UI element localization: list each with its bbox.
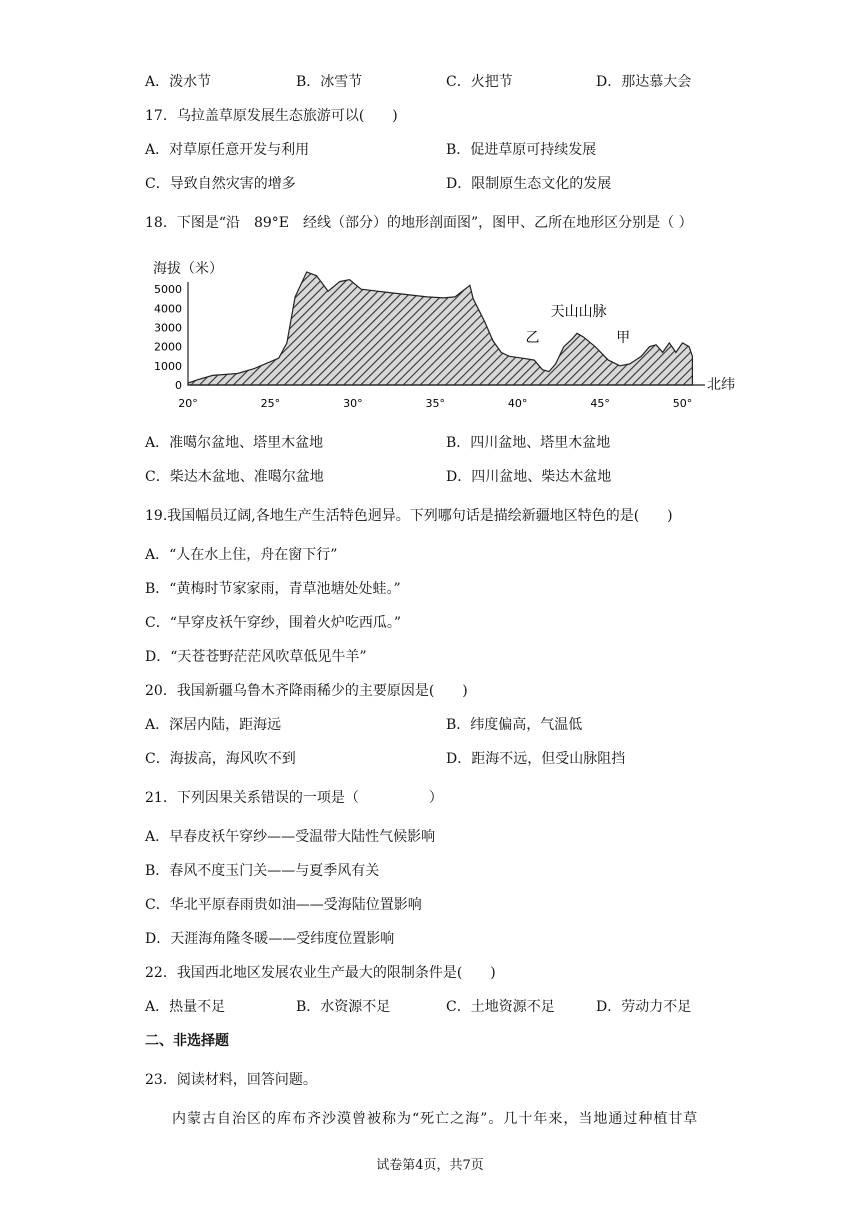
q19-option-c: C．“早穿皮袄午穿纱，围着火炉吃西瓜。” bbox=[145, 615, 402, 631]
q16-option-c: C．火把节 bbox=[446, 74, 513, 90]
q17-stem: 17．乌拉盖草原发展生态旅游可以( ) bbox=[145, 108, 398, 124]
q20-option-a: A．深居内陆，距海远 bbox=[145, 717, 282, 733]
q17-option-c: C．导致自然灾害的增多 bbox=[145, 176, 296, 192]
q18-option-d: D．四川盆地、柴达木盆地 bbox=[446, 469, 612, 485]
x-tick-label: 30° bbox=[343, 397, 363, 410]
q22-option-c: C．土地资源不足 bbox=[446, 999, 555, 1015]
y-tick-label: 4000 bbox=[154, 302, 182, 316]
q19-option-b: B．“黄梅时节家家雨，青草池塘处处蛙。” bbox=[145, 581, 401, 597]
q18-option-a: A．准噶尔盆地、塔里木盆地 bbox=[145, 435, 324, 451]
q21-option-c: C．华北平原春雨贵如油——受海陆位置影响 bbox=[145, 897, 422, 913]
q17-option-a: A．对草原任意开发与利用 bbox=[145, 142, 310, 158]
x-tick-label: 20° bbox=[178, 397, 198, 410]
x-tick-label: 35° bbox=[425, 397, 446, 410]
chart-annotation: 天山山脉 bbox=[550, 304, 607, 321]
y-tick-label: 2000 bbox=[154, 340, 182, 354]
q16-option-b: B．冰雪节 bbox=[296, 74, 363, 90]
q16-option-a: A．泼水节 bbox=[145, 74, 212, 90]
chart-annotation: 甲 bbox=[616, 329, 631, 346]
section-heading: 二、非选择题 bbox=[145, 1033, 229, 1049]
y-tick-label: 1000 bbox=[154, 359, 182, 373]
x-axis-label: 北纬 bbox=[707, 377, 735, 393]
q22-stem: 22．我国西北地区发展农业生产最大的限制条件是( ) bbox=[145, 965, 496, 981]
y-tick-label: 3000 bbox=[154, 321, 182, 335]
q22-option-a: A．热量不足 bbox=[145, 999, 226, 1015]
y-tick-label: 0 bbox=[175, 379, 182, 392]
y-tick-labels bbox=[154, 283, 182, 392]
x-tick-label: 40° bbox=[507, 397, 528, 410]
q23-stem: 23．阅读材料，回答问题。 bbox=[145, 1072, 317, 1088]
y-tick-label: 5000 bbox=[154, 283, 182, 297]
page-footer: 试卷第4页，共7页 bbox=[376, 1158, 484, 1173]
q22-option-d: D．劳动力不足 bbox=[596, 999, 692, 1015]
chart-annotation: 乙 bbox=[525, 329, 540, 346]
x-tick-labels bbox=[178, 397, 692, 410]
q21-option-b: B．春风不度玉门关——与夏季风有关 bbox=[145, 863, 380, 879]
profile-area bbox=[188, 272, 692, 385]
q17-option-d: D．限制原生态文化的发展 bbox=[446, 176, 612, 192]
q19-option-a: A．“人在水上住，舟在窗下行” bbox=[145, 547, 338, 563]
q20-option-b: B．纬度偏高，气温低 bbox=[446, 717, 583, 733]
q18-option-c: C．柴达木盆地、准噶尔盆地 bbox=[145, 469, 324, 485]
q18-option-b: B．四川盆地、塔里木盆地 bbox=[446, 435, 611, 451]
q21-option-d: D．天涯海角隆冬暖——受纬度位置影响 bbox=[145, 931, 395, 947]
q18-stem: 18．下图是“沿 89°E 经线（部分）的地形剖面图”，图甲、乙所在地形区分别是（ ） bbox=[145, 215, 693, 231]
x-tick-label: 45° bbox=[590, 397, 610, 410]
x-tick-label: 50° bbox=[672, 397, 693, 410]
q21-stem: 21．下列因果关系错误的一项是（ ） bbox=[145, 790, 443, 806]
q22-option-b: B．水资源不足 bbox=[296, 999, 391, 1015]
y-axis-label: 海拔（米） bbox=[153, 261, 223, 277]
q20-stem: 20．我国新疆乌鲁木齐降雨稀少的主要原因是( ) bbox=[145, 683, 468, 699]
terrain-profile-chart bbox=[145, 252, 745, 422]
q19-stem: 19.我国幅员辽阔,各地生产生活特色迥异。下列哪句话是描绘新疆地区特色的是( ) bbox=[145, 508, 673, 524]
q19-option-d: D．“天苍苍野茫茫风吹草低见牛羊” bbox=[145, 649, 367, 665]
x-tick-label: 25° bbox=[260, 397, 281, 410]
q17-option-b: B．促进草原可持续发展 bbox=[446, 142, 597, 158]
q23-material: 内蒙古自治区的库布齐沙漠曾被称为“死亡之海”。几十年来，当地通过种植甘草 bbox=[172, 1111, 699, 1127]
q16-option-d: D．那达慕大会 bbox=[596, 74, 692, 90]
q20-option-c: C．海拔高，海风吹不到 bbox=[145, 751, 296, 767]
q21-option-a: A．早春皮袄午穿纱——受温带大陆性气候影响 bbox=[145, 829, 436, 845]
q20-option-d: D．距海不远，但受山脉阻挡 bbox=[446, 751, 626, 767]
